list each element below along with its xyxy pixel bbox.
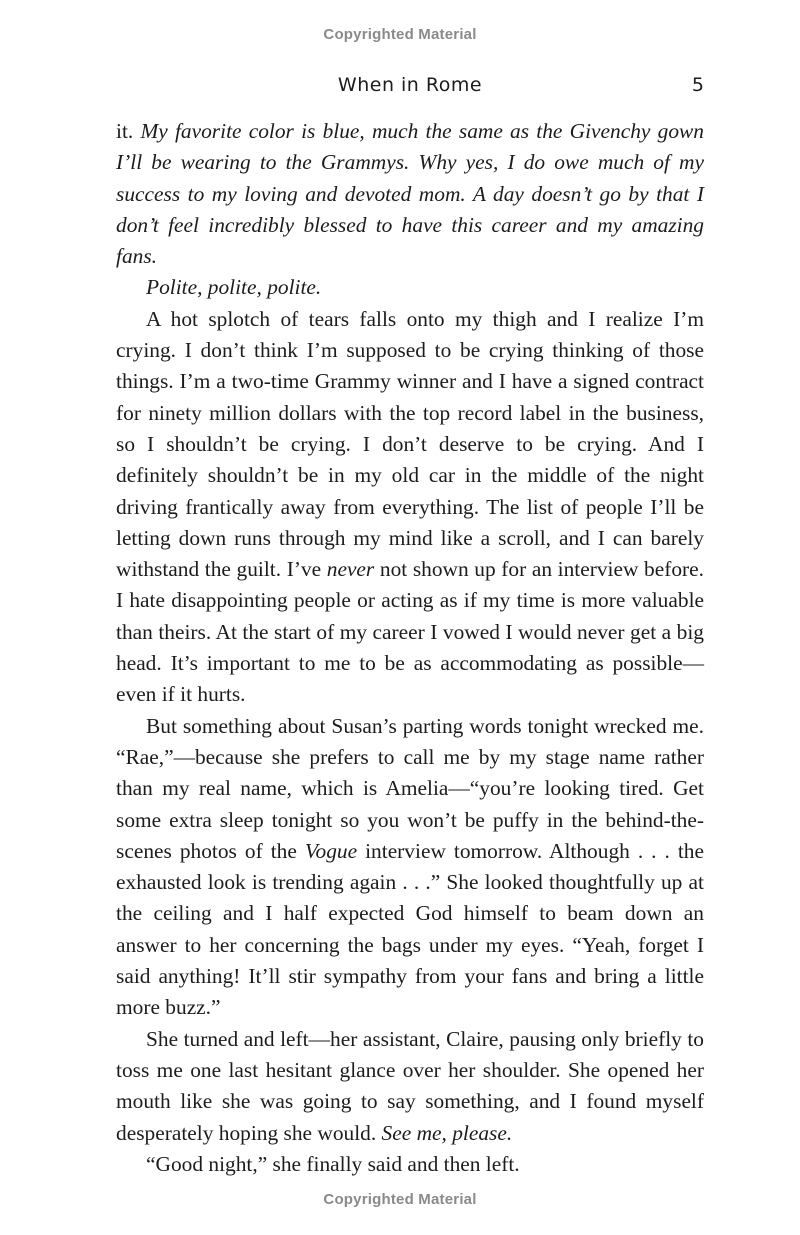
text-run: not shown up for an interview before. I hate disappointing people or acting as if my time is more valuable than theirs. At the start of my career I vowed I would never get a big head. It’s important to me to be as accommodating as possible—even if it hurts.	[116, 557, 704, 707]
paragraph	[116, 1149, 704, 1180]
italic-text-run: Polite, polite, polite.	[146, 275, 322, 300]
running-header	[116, 74, 704, 104]
page-number: 5	[691, 74, 704, 96]
text-run: But something about Susan’s parting words tonight wrecked me. “Rae,”—because she prefers to call me by my stage name rather than my real name, which is Amelia—“you’re looking tired. Get some extra sleep tonight so you won’t be puffy in the behind-the-scenes photos of the	[116, 713, 704, 863]
italic-text-run: never	[326, 557, 375, 582]
copyright-watermark-top: Copyrighted Material	[323, 26, 477, 43]
copyright-watermark-bottom: Copyrighted Material	[323, 1191, 477, 1208]
paragraph	[116, 711, 704, 1024]
text-run: interview tomorrow. Although . . . the exhausted look is trending again . . .” She looked thoughtfully up at the ceiling and I half expected God himself to beam down an answer to her concerning the bags under my eyes. “Yeah, forget I said anything! It’ll stir sympathy from your fans and bring a little more buzz.”	[116, 838, 705, 1020]
paragraph	[116, 116, 704, 272]
italic-text-run: My favorite color is blue, much the same as the Givenchy gown I’ll be wearing to the Grammys. Why yes, I do owe much of my success to my loving and devoted mom. A day doesn’t go by that I don’t feel incredibly blessed to have this career and my amazing fans.	[116, 119, 704, 269]
italic-text-run: See me, please.	[381, 1120, 513, 1145]
book-title: When in Rome	[337, 74, 483, 96]
text-run: “Good night,” she finally said and then left.	[146, 1151, 520, 1176]
paragraph	[116, 272, 704, 303]
paragraph	[116, 1024, 704, 1149]
body-text	[116, 116, 704, 1180]
text-run: A hot splotch of tears falls onto my thigh and I realize I’m crying. I don’t think I’m supposed to be crying thinking of those things. I’m a two-time Grammy winner and I have a signed contract for ninety million dollars with the top record label in the business, so I shouldn’t be crying. I don’t deserve to be crying. And I definitely shouldn’t be in my old car in the middle of the night driving frantically away from everything. The list of people I’ll be letting down runs through my mind like a scroll, and I can barely withstand the guilt. I’ve	[116, 306, 704, 582]
text-run: it.	[116, 119, 141, 143]
text-run: She turned and left—her assistant, Claire, pausing only briefly to toss me one last hesitant glance over her shoulder. She opened her mouth like she was going to say something, and I found myself desperately hoping she would.	[116, 1026, 704, 1145]
paragraph	[116, 304, 704, 711]
italic-text-run: Vogue	[304, 838, 358, 863]
